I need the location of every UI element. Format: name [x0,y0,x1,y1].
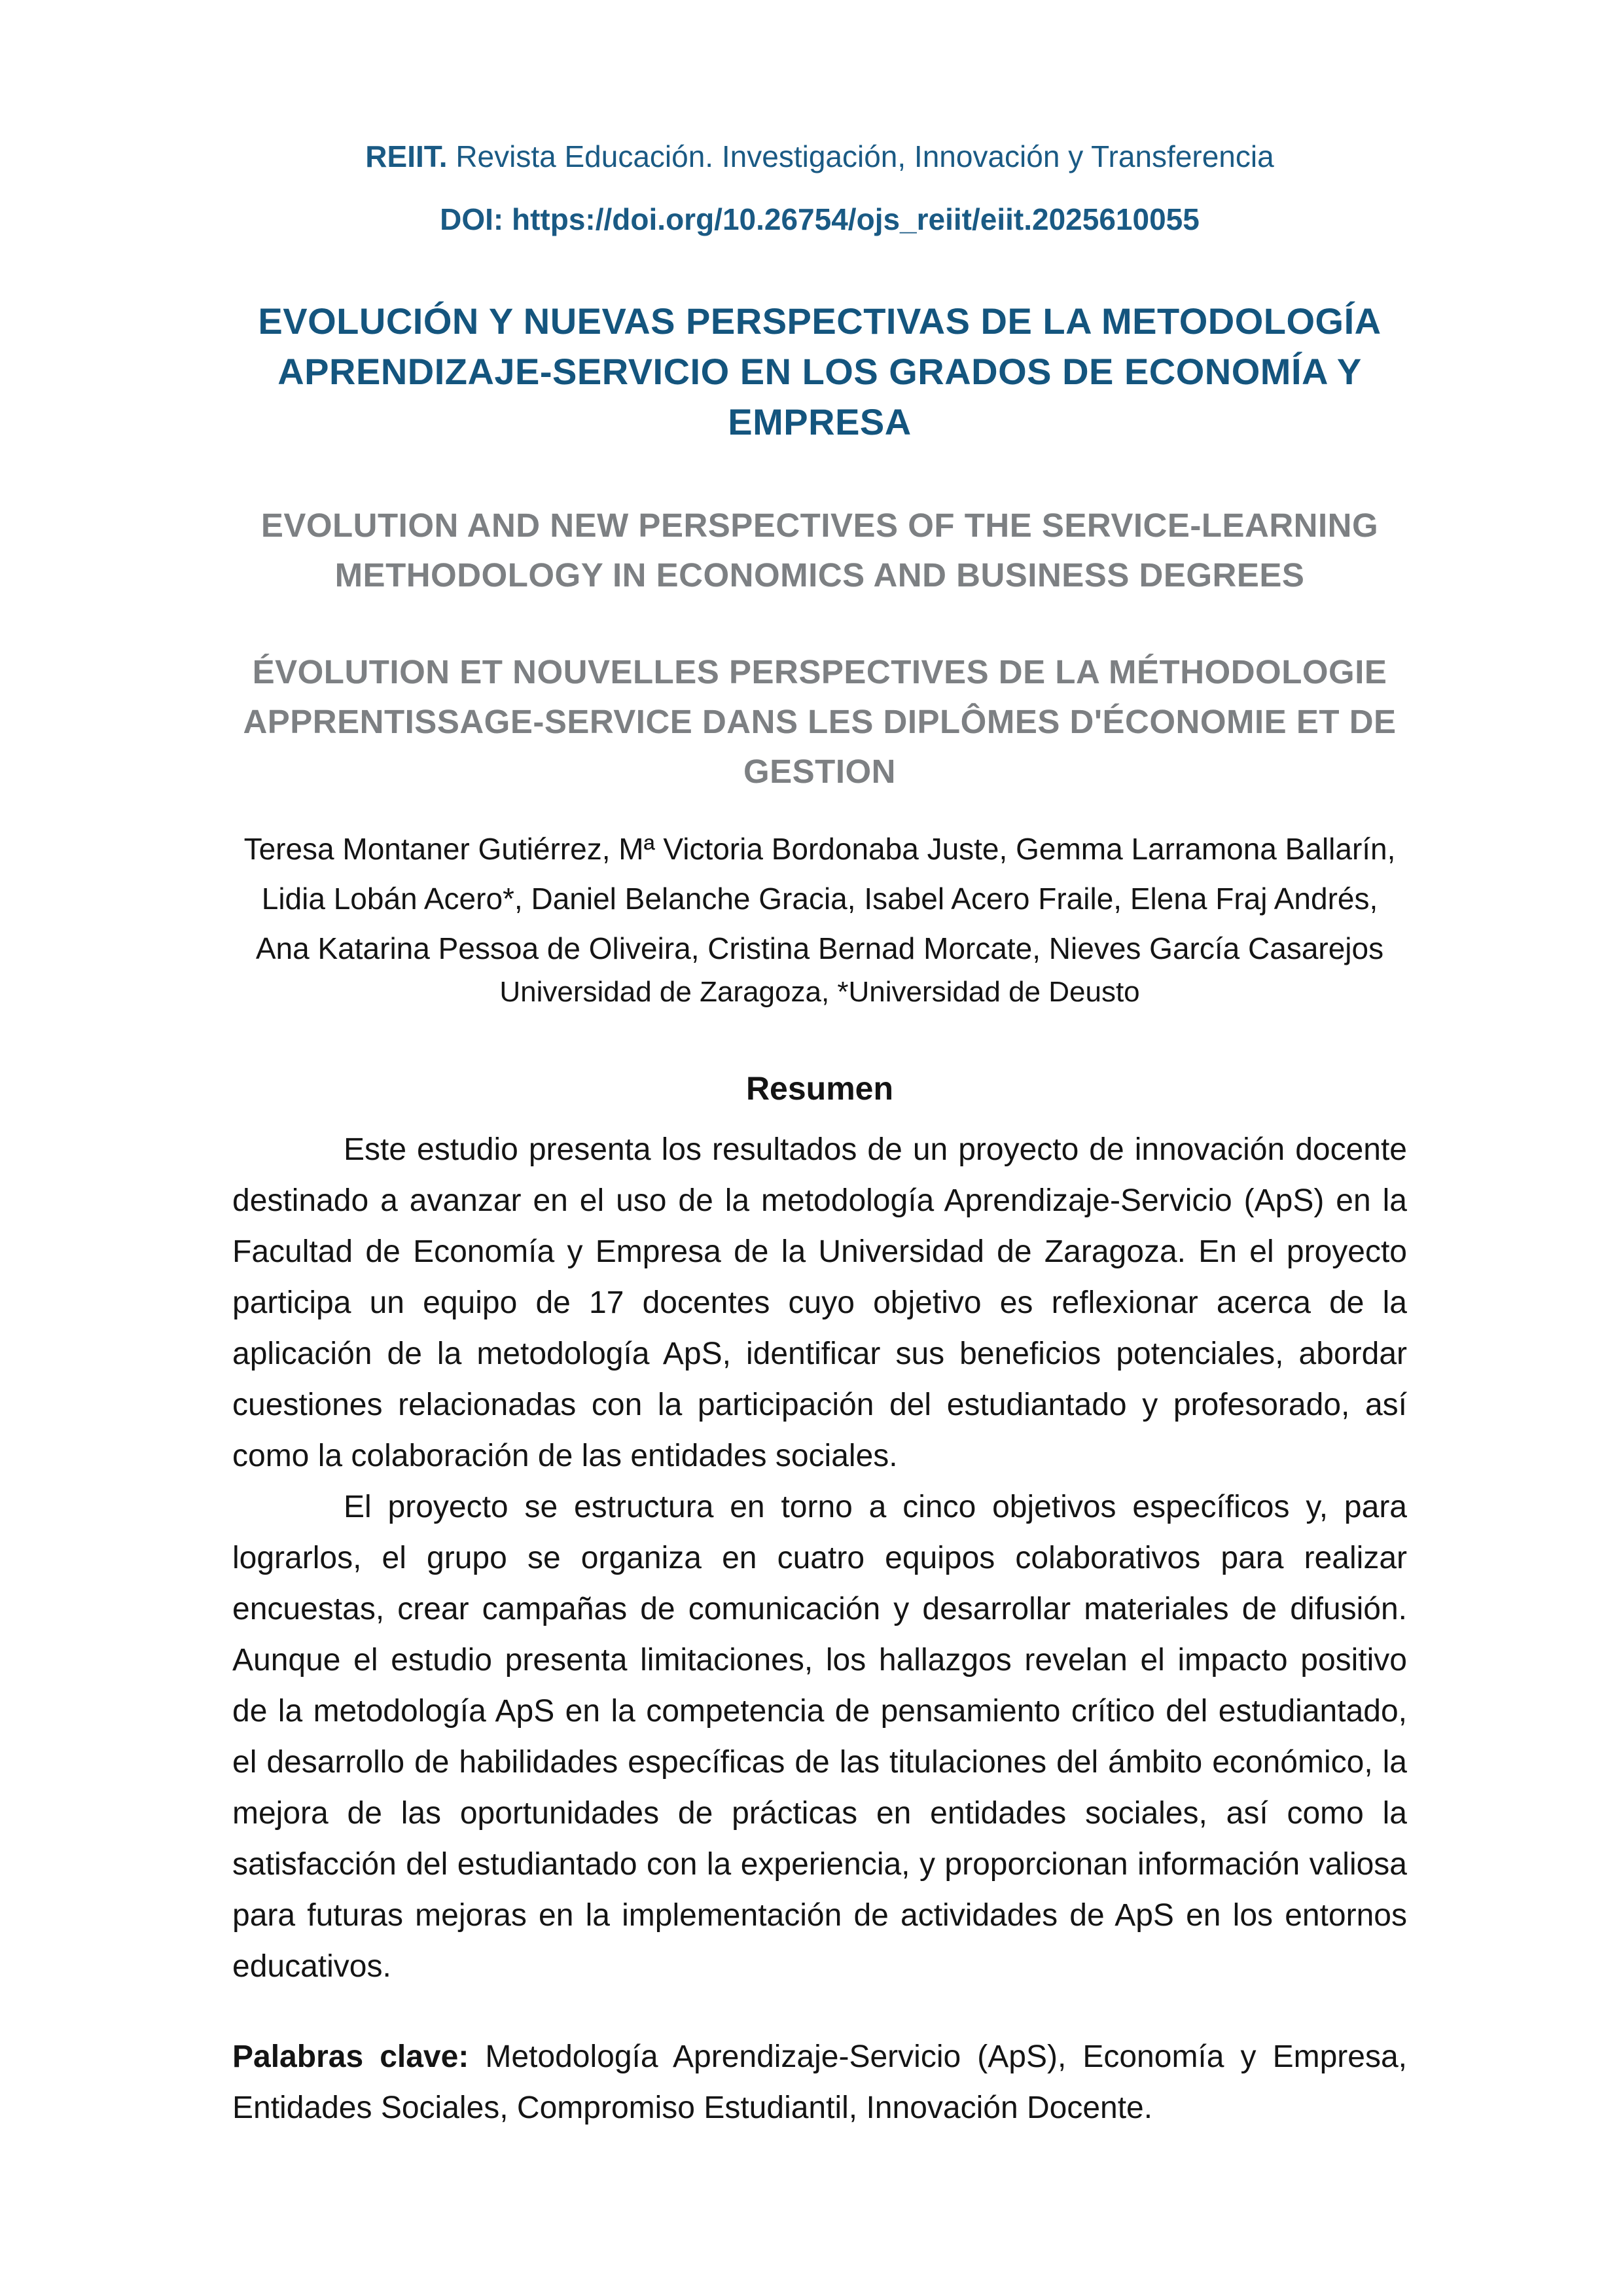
affiliation-line: Universidad de Zaragoza, *Universidad de Deusto [499,976,1140,1008]
abstract-paragraph-1: Este estudio presenta los resultados de un proyecto de innovación docente destinado a avanzar en el uso de la metodología Aprendizaje-Servicio (ApS) en la Facultad de Economía y Empresa de la Universidad de Zaragoza. En el proyecto participa un equipo de 17 docentes cuyo objetivo es reflexionar acerca de la aplicación de la metodología ApS, identificar sus beneficios potenciales, abordar cuestiones relacionadas con la participación del estudiantado y profesorado, así como la colaboración de las entidades sociales. [232,1132,1407,1473]
journal-acronym: REIIT. [365,139,448,173]
doi-url-link[interactable]: https://doi.org/10.26754/ojs_reiit/eiit.2025610055 [512,202,1200,236]
keywords-text: Metodología Aprendizaje-Servicio (ApS), Economía y Empresa, Entidades Sociales, Compromiso Estudiantil, Innovación Docente. [232,2039,1408,2125]
article-title-french: ÉVOLUTION ET NOUVELLES PERSPECTIVES DE LA MÉTHODOLOGIE APPRENTISSAGE-SERVICE DANS LES DIPLÔMES D'ÉCONOMIE ET DE GESTION [243,653,1397,790]
journal-name: Revista Educación. Investigación, Innovación y Transferencia [447,139,1274,173]
doi-line [232,200,1407,238]
doi-label: DOI: [440,202,512,236]
keywords-line [232,2032,1407,2134]
article-title-spanish: EVOLUCIÓN Y NUEVAS PERSPECTIVAS DE LA METODOLOGÍA APRENDIZAJE-SERVICIO EN LOS GRADOS DE ECONOMÍA Y EMPRESA [258,300,1382,442]
authors-list: Teresa Montaner Gutiérrez, Mª Victoria Bordonaba Juste, Gemma Larramona Ballarín, Lidia Lobán Acero*, Daniel Belanche Gracia, Isabel Acero Fraile, Elena Fraj Andrés, Ana Katarina Pessoa de Oliveira, Cristina Bernad Morcate, Nieves García Casarejos [243,832,1396,965]
article-title-english: EVOLUTION AND NEW PERSPECTIVES OF THE SERVICE-LEARNING METHODOLOGY IN ECONOMICS AND BUSINESS DEGREES [260,507,1379,594]
abstract-heading: Resumen [745,1070,894,1107]
keywords-label: Palabras clave: [232,2039,469,2074]
journal-header [232,137,1407,175]
abstract-paragraph-2: El proyecto se estructura en torno a cinco objetivos específicos y, para lograrlos, el grupo se organiza en cuatro equipos colaborativos para realizar encuestas, crear campañas de comunicación y desarrollar materiales de difusión. Aunque el estudio presenta limitaciones, los hallazgos revelan el impacto positivo de la metodología ApS en la competencia de pensamiento crítico del estudiantado, el desarrollo de habilidades específicas de las titulaciones del ámbito económico, la mejora de las oportunidades de prácticas en entidades sociales, así como la satisfacción del estudiantado con la experiencia, y proporcionan información valiosa para futuras mejoras en la implementación de actividades de ApS en los entornos educativos. [232,1490,1407,1984]
